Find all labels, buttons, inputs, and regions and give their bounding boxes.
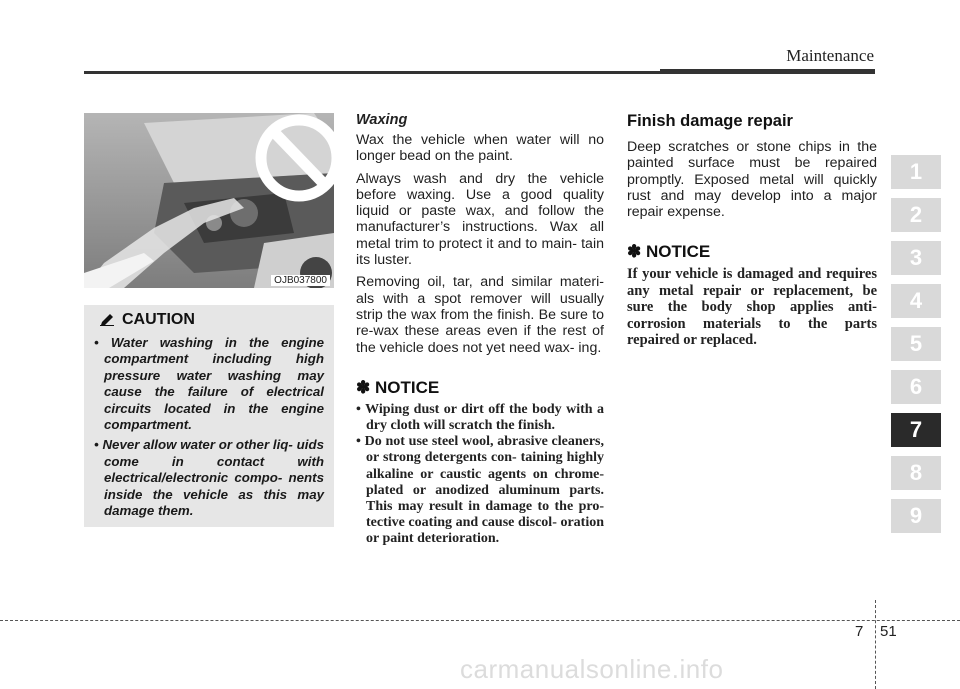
chapter-tab-9[interactable]: 9 xyxy=(891,499,941,533)
page-chapter-number: 7 xyxy=(855,623,864,640)
waxing-paragraph: Always wash and dry the vehicle before waxing. Use a good quality liquid or paste wax, and follow the manufacturer’s instructions. Wax all metal trim to protect it and to main- tain its luster. xyxy=(356,170,604,269)
engine-bay-image xyxy=(84,113,334,288)
watermark: carmanualsonline.info xyxy=(460,654,724,684)
chapter-tab-5[interactable]: 5 xyxy=(891,327,941,361)
notice-heading: ✽ NOTICE xyxy=(356,377,440,397)
caution-item: • Never allow water or other liq- uids come in contact with electrical/electronic compo- nents inside the vehicle as this may damage them. xyxy=(94,437,324,519)
figure-code: OJB037800 xyxy=(271,275,330,286)
caution-heading xyxy=(100,311,195,329)
chapter-tab-6[interactable]: 6 xyxy=(891,370,941,404)
waxing-column xyxy=(356,112,604,548)
caution-item: • Water washing in the engine compartment including high pressure water washing may cause the failure of electrical circuits located in the engine compartment. xyxy=(94,335,324,433)
waxing-heading: Waxing xyxy=(356,112,408,128)
footer-divider xyxy=(875,600,876,689)
notice-list xyxy=(356,402,604,548)
page-header-title: Maintenance xyxy=(786,46,874,65)
notice-item: • Do not use steel wool, abrasive cleaners, or strong detergents con- taining highly alkaline or caustic agents on chrome-plated or anodized aluminum parts. This may result in damage to the pro- tective coating and cause discol- oration or paint deterioration. xyxy=(356,434,604,547)
caution-list xyxy=(94,335,324,523)
notice-text: If your vehicle is damaged and requires any metal repair or replacement, be sure the body shop applies anti-corrosion materials to the parts repaired or replaced. xyxy=(627,266,877,349)
notice-item: • Wiping dust or dirt off the body with a dry cloth will scratch the finish. xyxy=(356,401,604,434)
finish-damage-heading: Finish damage repair xyxy=(627,112,793,130)
pencil-icon xyxy=(100,314,114,326)
finish-damage-column xyxy=(627,112,877,349)
chapter-tab-1[interactable]: 1 xyxy=(891,155,941,189)
finish-damage-text: Deep scratches or stone chips in the painted surface must be repaired promptly. Exposed metal will quickly rust and may develop into a major repair expense. xyxy=(627,139,877,221)
caution-title: CAUTION xyxy=(122,311,195,328)
page-number: 51 xyxy=(880,623,897,640)
caution-box xyxy=(84,305,334,527)
header-rule-accent xyxy=(660,69,875,74)
notice-heading: ✽ NOTICE xyxy=(627,242,711,262)
chapter-tab-7-active[interactable]: 7 xyxy=(891,413,941,447)
footer-rule xyxy=(0,620,960,621)
chapter-tab-3[interactable]: 3 xyxy=(891,241,941,275)
chapter-tab-8[interactable]: 8 xyxy=(891,456,941,490)
chapter-tab-2[interactable]: 2 xyxy=(891,198,941,232)
chapter-tab-4[interactable]: 4 xyxy=(891,284,941,318)
waxing-paragraph: Removing oil, tar, and similar materi- als with a spot remover will usually strip the wax from the finish. Be sure to re-wax these areas even if the rest of the vehicle does not yet need wax- ing. xyxy=(356,274,604,356)
chapter-tabs xyxy=(891,155,941,542)
engine-washing-illustration xyxy=(84,113,334,288)
waxing-paragraph: Wax the vehicle when water will no longer bead on the paint. xyxy=(356,132,604,165)
